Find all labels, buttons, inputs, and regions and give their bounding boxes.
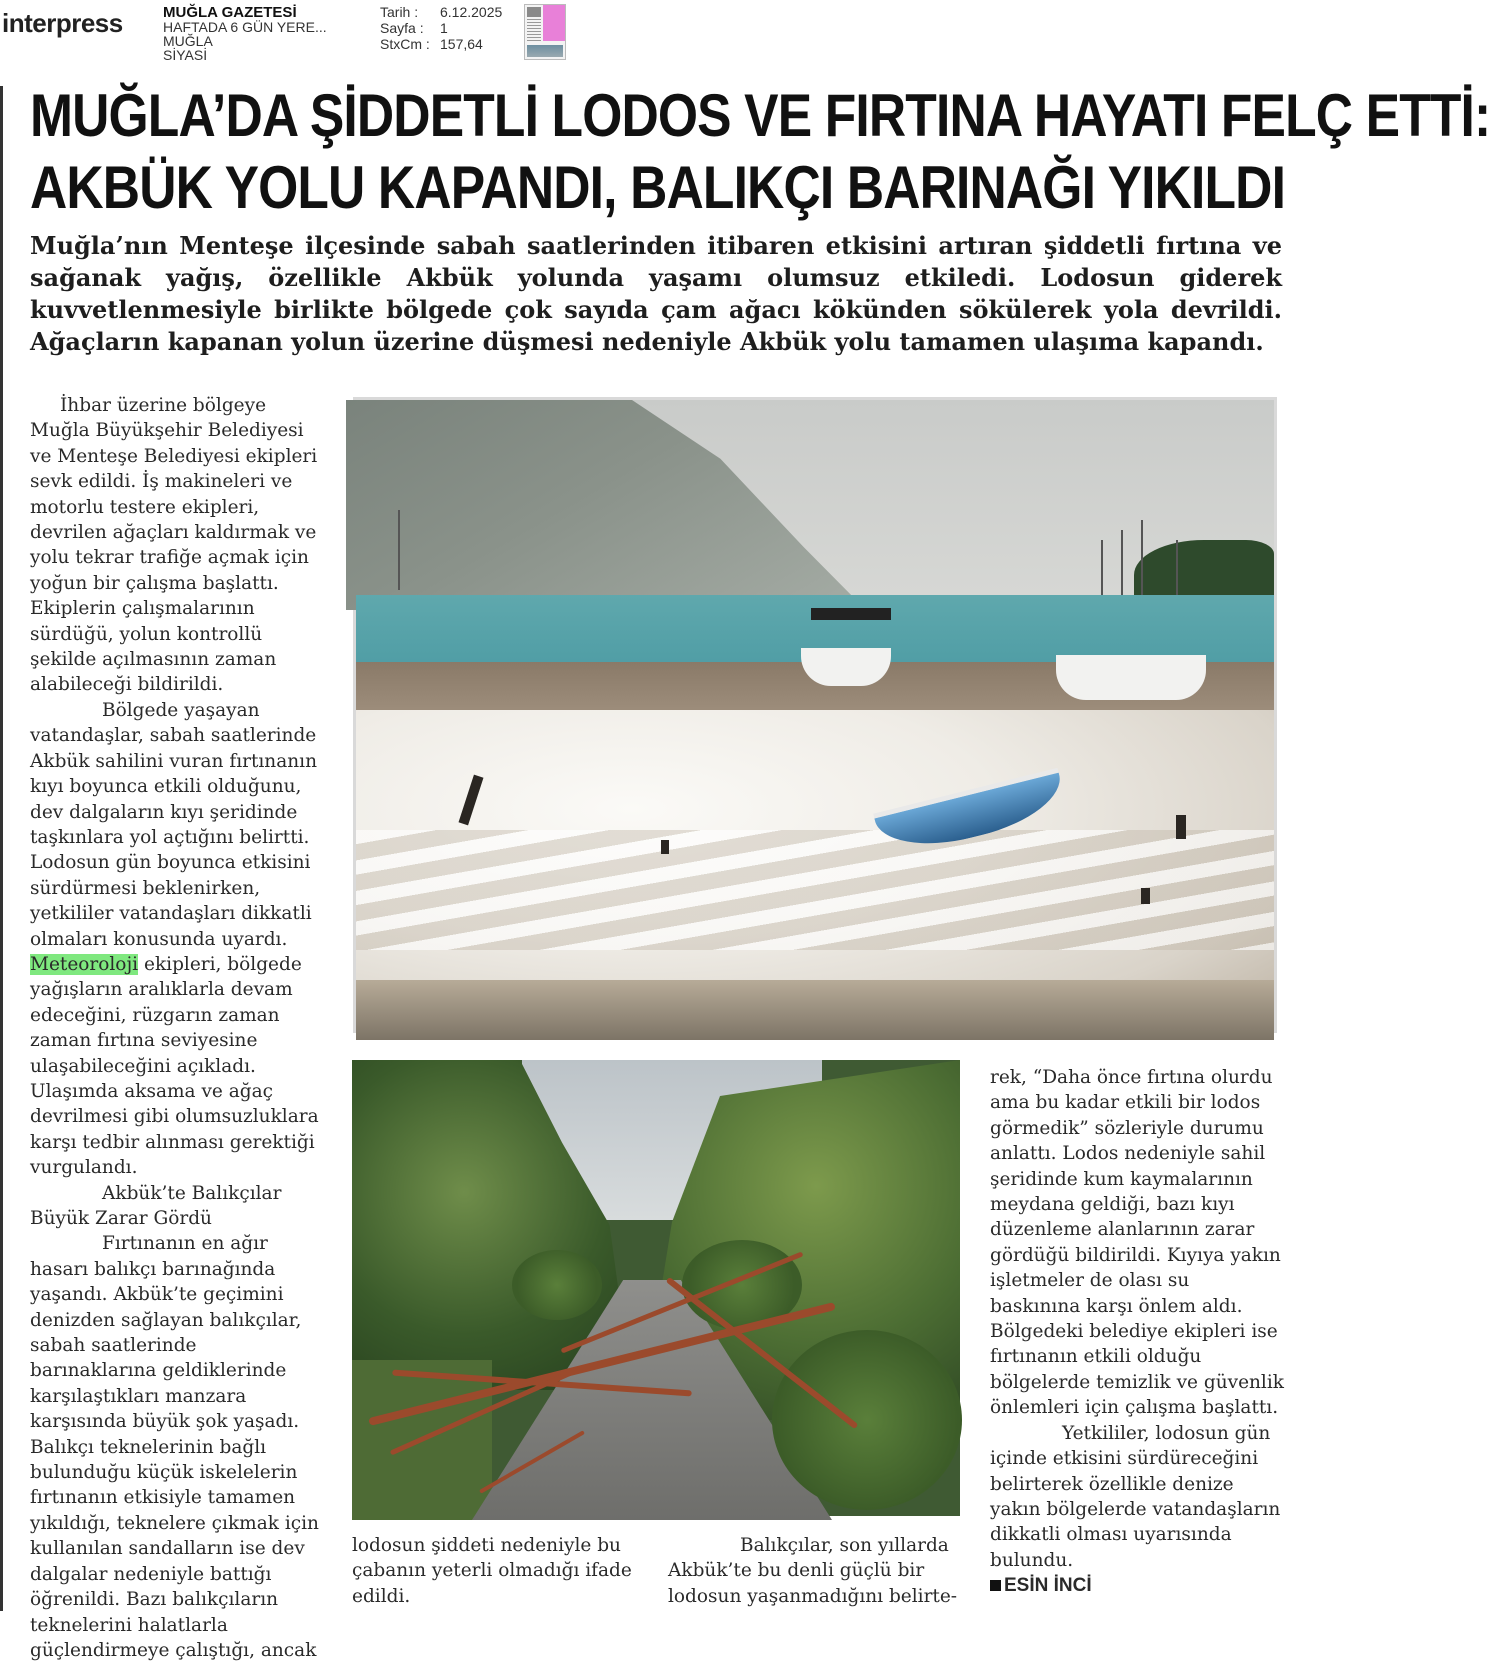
subheading: Akbük’te Balıkçılar Büyük Zarar Gördü xyxy=(30,1182,282,1229)
page-value: 1 xyxy=(440,20,448,36)
headline xyxy=(30,80,1490,224)
body-column-1 xyxy=(30,393,322,1663)
publication-name: MUĞLA GAZETESİ xyxy=(163,4,297,21)
publication-category: SİYASİ xyxy=(163,47,208,63)
headline-line-1: MUĞLA’DA ŞİDDETLİ LODOS VE FIRTINA HAYATI FELÇ ETTİ: xyxy=(30,82,1490,149)
publication-info xyxy=(163,6,327,62)
highlighted-term: Meteoroloji xyxy=(30,953,139,975)
date-value: 6.12.2025 xyxy=(440,4,503,20)
interpress-logo xyxy=(2,8,123,39)
clipping-header xyxy=(0,0,1318,72)
lead-paragraph: Muğla’nın Menteşe ilçesinde sabah saatlerinden itibaren etkisini artıran şiddetli fırtına ve sağanak yağış, özellikle Akbük yolunda yaşamı olumsuz etkiledi. Lodosun giderek kuvvetlenmesiyle birlikte bölgede çok sayıda çam ağacı kökünden sökülerek yola devrildi. Ağaçların kapanan yolun üzerine düşmesi nedeniyle Akbük yolu tamamen ulaşıma kapandı. xyxy=(30,231,1282,356)
headline-line-2: AKBÜK YOLU KAPANDI, BALIKÇI BARINAĞI YIKILDI xyxy=(30,154,1286,221)
paragraph: lodosun şiddeti nedeniyle bu çabanın yeterli olmadığı ifade edildi. xyxy=(352,1535,632,1607)
page-thumbnail[interactable] xyxy=(524,4,566,60)
body-column-3 xyxy=(668,1533,960,1609)
stxcm-value: 157,64 xyxy=(440,36,483,52)
paragraph: rek, “Daha önce fırtına olurdu ama bu kadar etkili bir lodos görmedik” sözleriyle durumu anlattı. Lodos nedeniyle sahil şeridinde kum kaymalarının meydana geldiği, bazı kıyı düzenleme alanlarının zarar gördüğü bildirildi. Kıyıya yakın işletmeler de olası su baskınına karşı önlem aldı. Bölgedeki belediye ekipleri ise fırtınanın etkili olduğu bölgelerde temizlik ve güvenlik önlemleri için çalışma başlattı. xyxy=(990,1067,1284,1419)
paragraph xyxy=(30,952,322,1181)
paragraph: Yetkililer, lodosun gün içinde etkisini sürdüreceğini belirterek özellikle denize yakın bölgelerde vatandaşların dikkatli olması uyarısında bulundu. xyxy=(990,1422,1281,1571)
publication-frequency: HAFTADA 6 GÜN YERE... xyxy=(163,19,327,35)
page-label: Sayfa : xyxy=(380,20,424,36)
body-column-4 xyxy=(990,1065,1284,1599)
photo-fallen-tree xyxy=(352,1060,960,1516)
publication-city: MUĞLA xyxy=(163,33,213,49)
author-name: ESİN İNCİ xyxy=(1004,1575,1092,1597)
body-column-2 xyxy=(352,1533,642,1609)
left-border-rule xyxy=(0,86,3,1611)
paragraph: İhbar üzerine bölgeye Muğla Büyükşehir Belediyesi ve Menteşe Belediyesi ekipleri sevk edildi. İş makineleri ve motorlu testere ekipleri, devrilen ağaçları kaldırmak ve yolu tekrar trafiğe açmak için yoğun bir çalışma başlattı. Ekiplerin çalışmalarının sürdüğü, yolun kontrollü şekilde açılmasının zaman alabileceği bildirildi. xyxy=(30,395,318,696)
paragraph: Bölgede yaşayan vatandaşlar, sabah saatlerinde Akbük sahilini vuran fırtınanın kıyı boyunca etkili olduğunu, dev dalgaların kıyı şeridinde taşkınlara yol açtığını belirtti. Lodosun gün boyunca etkisini sürdürmesi beklenirken, yetkililer vatandaşları dikkatli olmaları konusunda uyardı. xyxy=(30,699,318,950)
paragraph: Balıkçılar, son yıllarda Akbük’te bu denli güçlü bir lodosun yaşanmadığını belirte- xyxy=(668,1535,958,1607)
square-bullet-icon xyxy=(990,1580,1001,1591)
paragraph: Fırtınanın en ağır hasarı balıkçı barınağında yaşandı. Akbük’te geçimini denizden sağlayan balıkçılar, sabah saatlerinde barınaklarına geldiklerinde karşılaştıkları manzara karşısında büyük şok yaşadı. Balıkçı teknelerinin bağlı bulunduğu küçük iskelelerin fırtınanın etkisiyle tamamen yıkıldığı, teknelere çıkmak için kullanılan sandalların ise dev dalgalar nedeniyle battığı öğrenildi. Bazı balıkçıların teknelerini halatlarla güçlendirmeye çalıştığı, ancak xyxy=(30,1233,319,1661)
byline xyxy=(990,1573,1284,1598)
photo-stormy-shore xyxy=(353,397,1277,1033)
clipping-meta xyxy=(380,4,502,52)
stxcm-label: StxCm : xyxy=(380,36,430,52)
agency-name: interpress xyxy=(2,8,123,38)
paragraph-text: ekipleri, bölgede yağışların aralıklarla devam edeceğini, rüzgarın zaman zaman fırtına seviyesine ulaşabileceğini açıkladı. Ulaşımda aksama ve ağaç devrilmesi gibi olumsuzluklara karşı tedbir alınması gerektiği vurgulandı. xyxy=(30,953,319,1179)
date-label: Tarih : xyxy=(380,4,419,20)
